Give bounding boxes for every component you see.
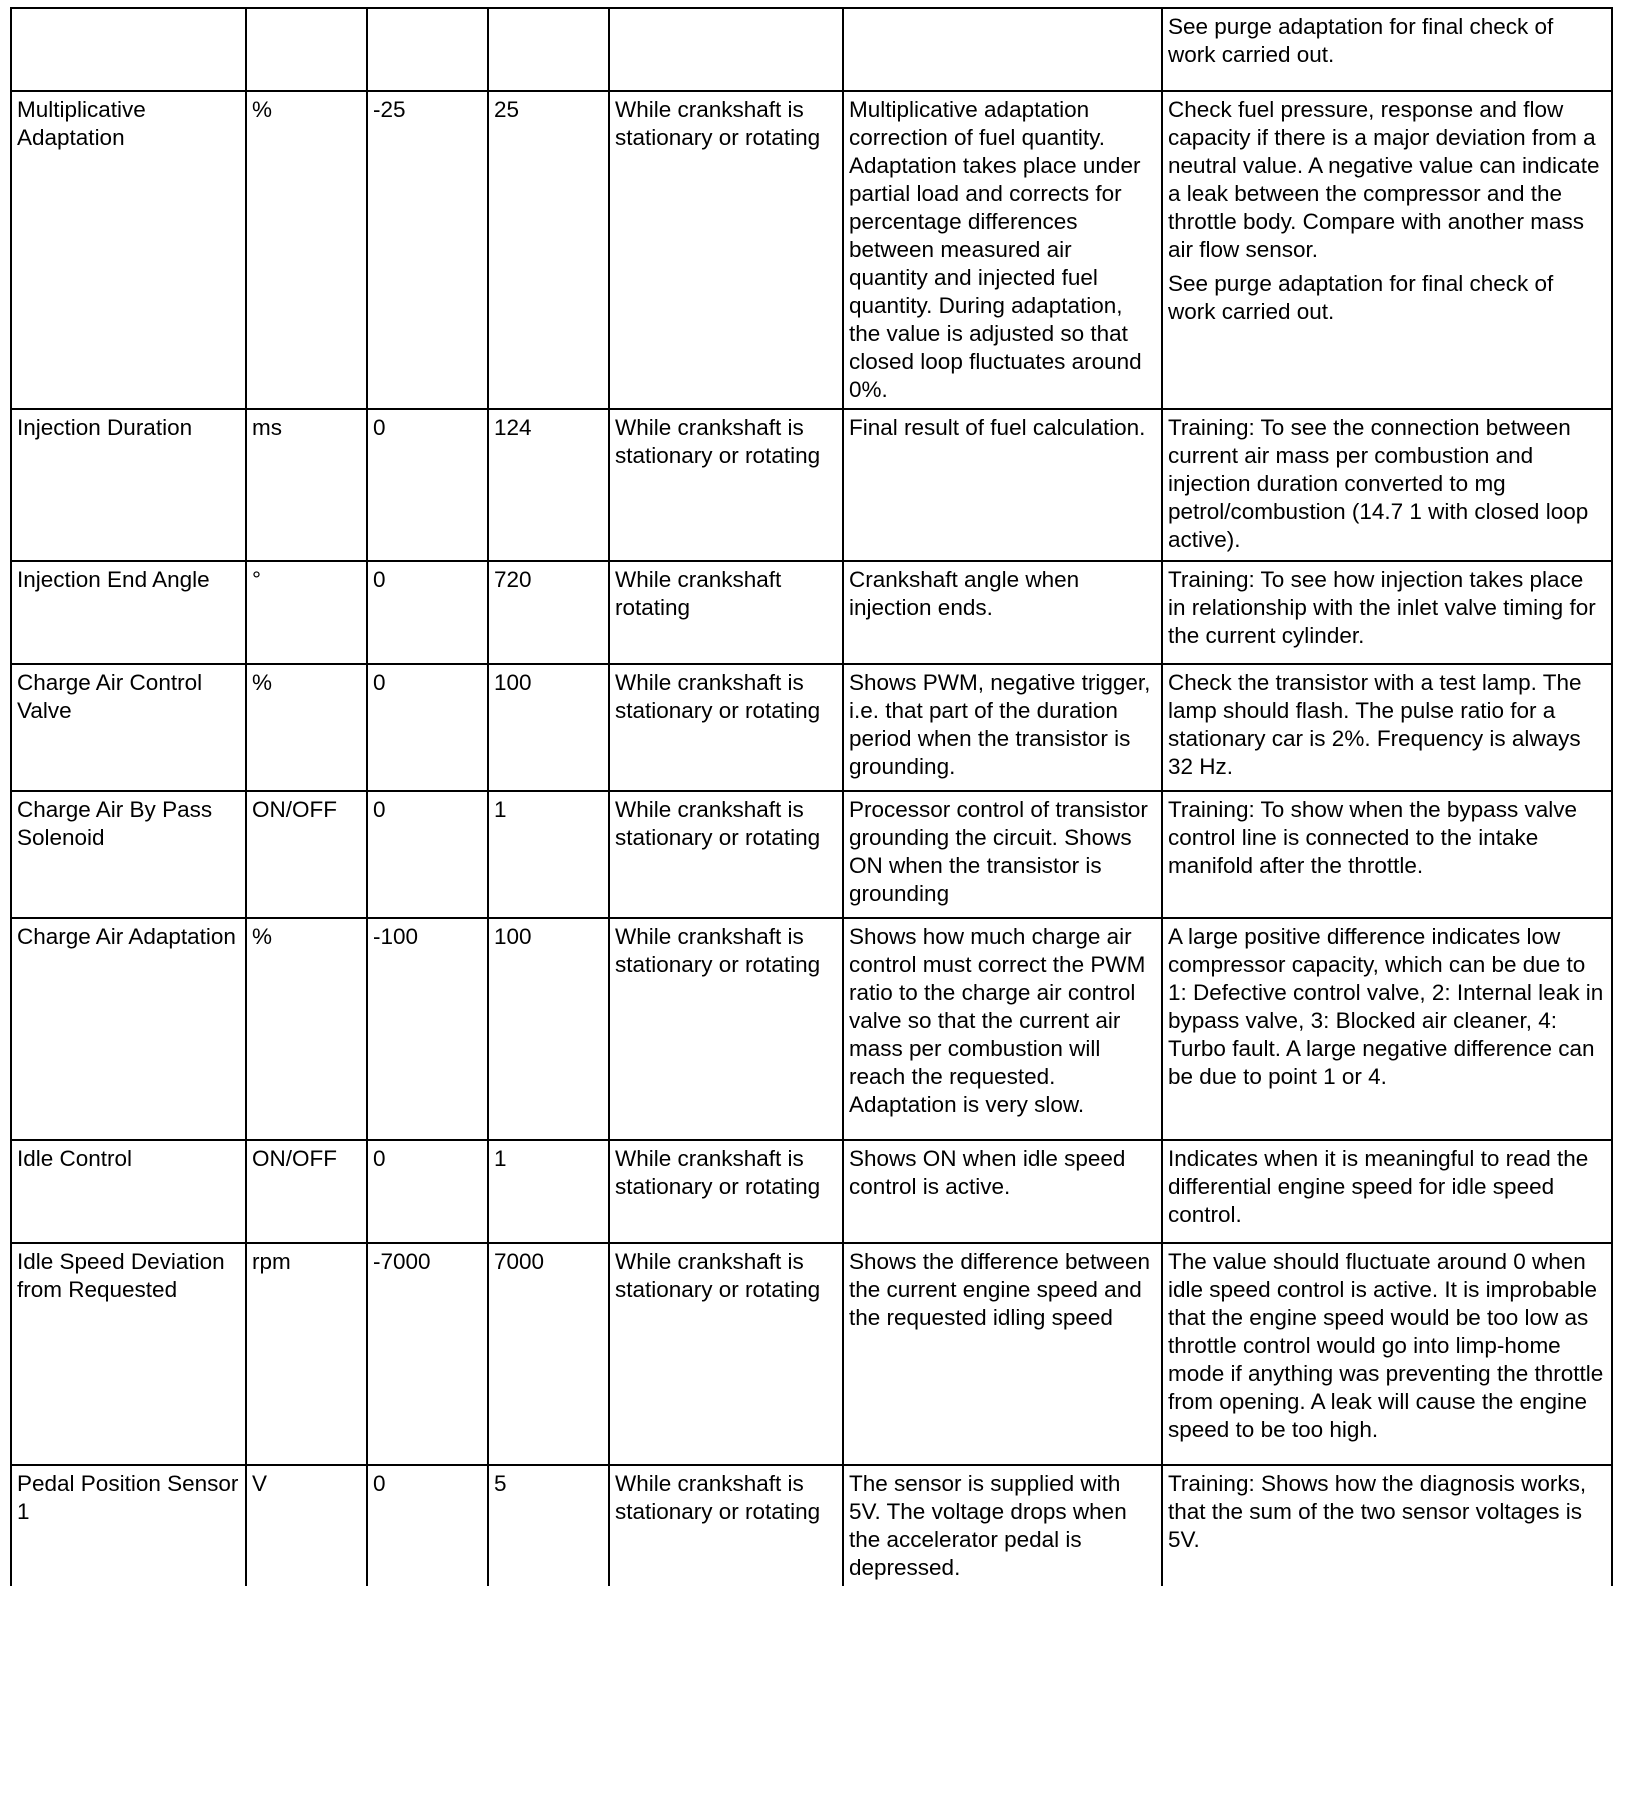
condition-cell: While crankshaft is stationary or rotating [609,409,843,561]
max-value-cell: 124 [488,409,609,561]
parameter-name-cell: Charge Air Adaptation [11,918,246,1140]
min-value-cell: 0 [367,1140,488,1243]
max-value-cell: 25 [488,91,609,409]
notes-cell [1162,1465,1612,1586]
description-cell: Shows the difference between the current engine speed and the requested idling speed [843,1243,1162,1465]
min-value-cell: -25 [367,91,488,409]
notes-cell [1162,91,1612,409]
unit-cell: % [246,91,367,409]
min-value-cell: 0 [367,791,488,918]
max-value-cell: 720 [488,561,609,664]
note-paragraph: Training: To see how injection takes place in relationship with the inlet valve timing for the current cylinder. [1168,567,1596,648]
condition-cell: While crankshaft is stationary or rotating [609,91,843,409]
parameter-name-cell: Idle Control [11,1140,246,1243]
unit-cell: ON/OFF [246,1140,367,1243]
min-value-cell [367,8,488,91]
table-row [11,664,1612,791]
description-cell: Final result of fuel calculation. [843,409,1162,561]
description-cell: Multiplicative adaptation correction of fuel quantity. Adaptation takes place under partial load and corrects for percentage differences between measured air quantity and injected fuel quantity. During adaptation, the value is adjusted so that closed loop fluctuates around 0%. [843,91,1162,409]
unit-cell: % [246,664,367,791]
condition-cell: While crankshaft is stationary or rotating [609,1243,843,1465]
description-cell: Processor control of transistor grounding the circuit. Shows ON when the transistor is grounding [843,791,1162,918]
parameter-name-cell: Multiplicative Adaptation [11,91,246,409]
unit-cell [246,8,367,91]
notes-cell [1162,791,1612,918]
notes-cell [1162,1243,1612,1465]
note-paragraph: Check the transistor with a test lamp. The lamp should flash. The pulse ratio for a stationary car is 2%. Frequency is always 32 Hz. [1168,670,1582,779]
note-paragraph: See purge adaptation for final check of work carried out. [1168,271,1554,324]
parameter-name-cell [11,8,246,91]
min-value-cell: 0 [367,409,488,561]
table-row [11,791,1612,918]
unit-cell: ON/OFF [246,791,367,918]
table-row [11,409,1612,561]
note-paragraph: See purge adaptation for final check of work carried out. [1168,14,1554,67]
notes-cell [1162,561,1612,664]
description-cell: Shows ON when idle speed control is active. [843,1140,1162,1243]
note-paragraph: Training: To show when the bypass valve control line is connected to the intake manifold after the throttle. [1168,797,1577,878]
note-paragraph: Check fuel pressure, response and flow capacity if there is a major deviation from a neutral value. A negative value can indicate a leak between the compressor and the throttle body. Compare with another mass air flow sensor. [1168,97,1600,262]
min-value-cell: -7000 [367,1243,488,1465]
condition-cell: While crankshaft is stationary or rotating [609,1140,843,1243]
condition-cell: While crankshaft is stationary or rotating [609,791,843,918]
max-value-cell: 100 [488,664,609,791]
min-value-cell: -100 [367,918,488,1140]
max-value-cell: 1 [488,791,609,918]
unit-cell: % [246,918,367,1140]
max-value-cell: 7000 [488,1243,609,1465]
unit-cell: rpm [246,1243,367,1465]
note-paragraph: A large positive difference indicates low compressor capacity, which can be due to 1: Defective control valve, 2: Internal leak in bypass valve, 3: Blocked air cleaner, 4: Turbo fault. A large negative difference can be due to point 1 or 4. [1168,924,1604,1089]
parameter-table [10,7,1613,1586]
description-cell: The sensor is supplied with 5V. The voltage drops when the accelerator pedal is depressed. [843,1465,1162,1586]
parameter-name-cell: Pedal Position Sensor 1 [11,1465,246,1586]
note-paragraph: The value should fluctuate around 0 when idle speed control is active. It is improbable that the engine speed would be too low as throttle control would go into limp-home mode if anything was preventing the throttle from opening. A leak will cause the engine speed to be too high. [1168,1249,1604,1442]
max-value-cell: 5 [488,1465,609,1586]
parameter-name-cell: Injection End Angle [11,561,246,664]
max-value-cell: 100 [488,918,609,1140]
notes-cell [1162,8,1612,91]
min-value-cell: 0 [367,561,488,664]
unit-cell: ms [246,409,367,561]
parameter-name-cell: Injection Duration [11,409,246,561]
table-row [11,1465,1612,1586]
condition-cell: While crankshaft rotating [609,561,843,664]
condition-cell: While crankshaft is stationary or rotating [609,664,843,791]
note-paragraph: Training: To see the connection between current air mass per combustion and injection duration converted to mg petrol/combustion (14.7 1 with closed loop active). [1168,415,1589,552]
notes-cell [1162,918,1612,1140]
parameter-name-cell: Idle Speed Deviation from Requested [11,1243,246,1465]
description-cell: Shows PWM, negative trigger, i.e. that part of the duration period when the transistor is grounding. [843,664,1162,791]
max-value-cell [488,8,609,91]
table-row [11,561,1612,664]
condition-cell: While crankshaft is stationary or rotating [609,918,843,1140]
table-row [11,8,1612,91]
note-paragraph: Indicates when it is meaningful to read the differential engine speed for idle speed control. [1168,1146,1589,1227]
notes-cell [1162,1140,1612,1243]
note-paragraph: Training: Shows how the diagnosis works, that the sum of the two sensor voltages is 5V. [1168,1471,1587,1552]
min-value-cell: 0 [367,664,488,791]
table-row [11,918,1612,1140]
description-cell [843,8,1162,91]
description-cell: Shows how much charge air control must correct the PWM ratio to the charge air control valve so that the current air mass per combustion will reach the requested. Adaptation is very slow. [843,918,1162,1140]
unit-cell: ° [246,561,367,664]
table-row [11,1140,1612,1243]
table-row [11,1243,1612,1465]
parameter-table-body [11,8,1612,1586]
condition-cell: While crankshaft is stationary or rotating [609,1465,843,1586]
notes-cell [1162,409,1612,561]
parameter-name-cell: Charge Air Control Valve [11,664,246,791]
notes-cell [1162,664,1612,791]
min-value-cell: 0 [367,1465,488,1586]
max-value-cell: 1 [488,1140,609,1243]
parameter-name-cell: Charge Air By Pass Solenoid [11,791,246,918]
description-cell: Crankshaft angle when injection ends. [843,561,1162,664]
table-row [11,91,1612,409]
unit-cell: V [246,1465,367,1586]
condition-cell [609,8,843,91]
